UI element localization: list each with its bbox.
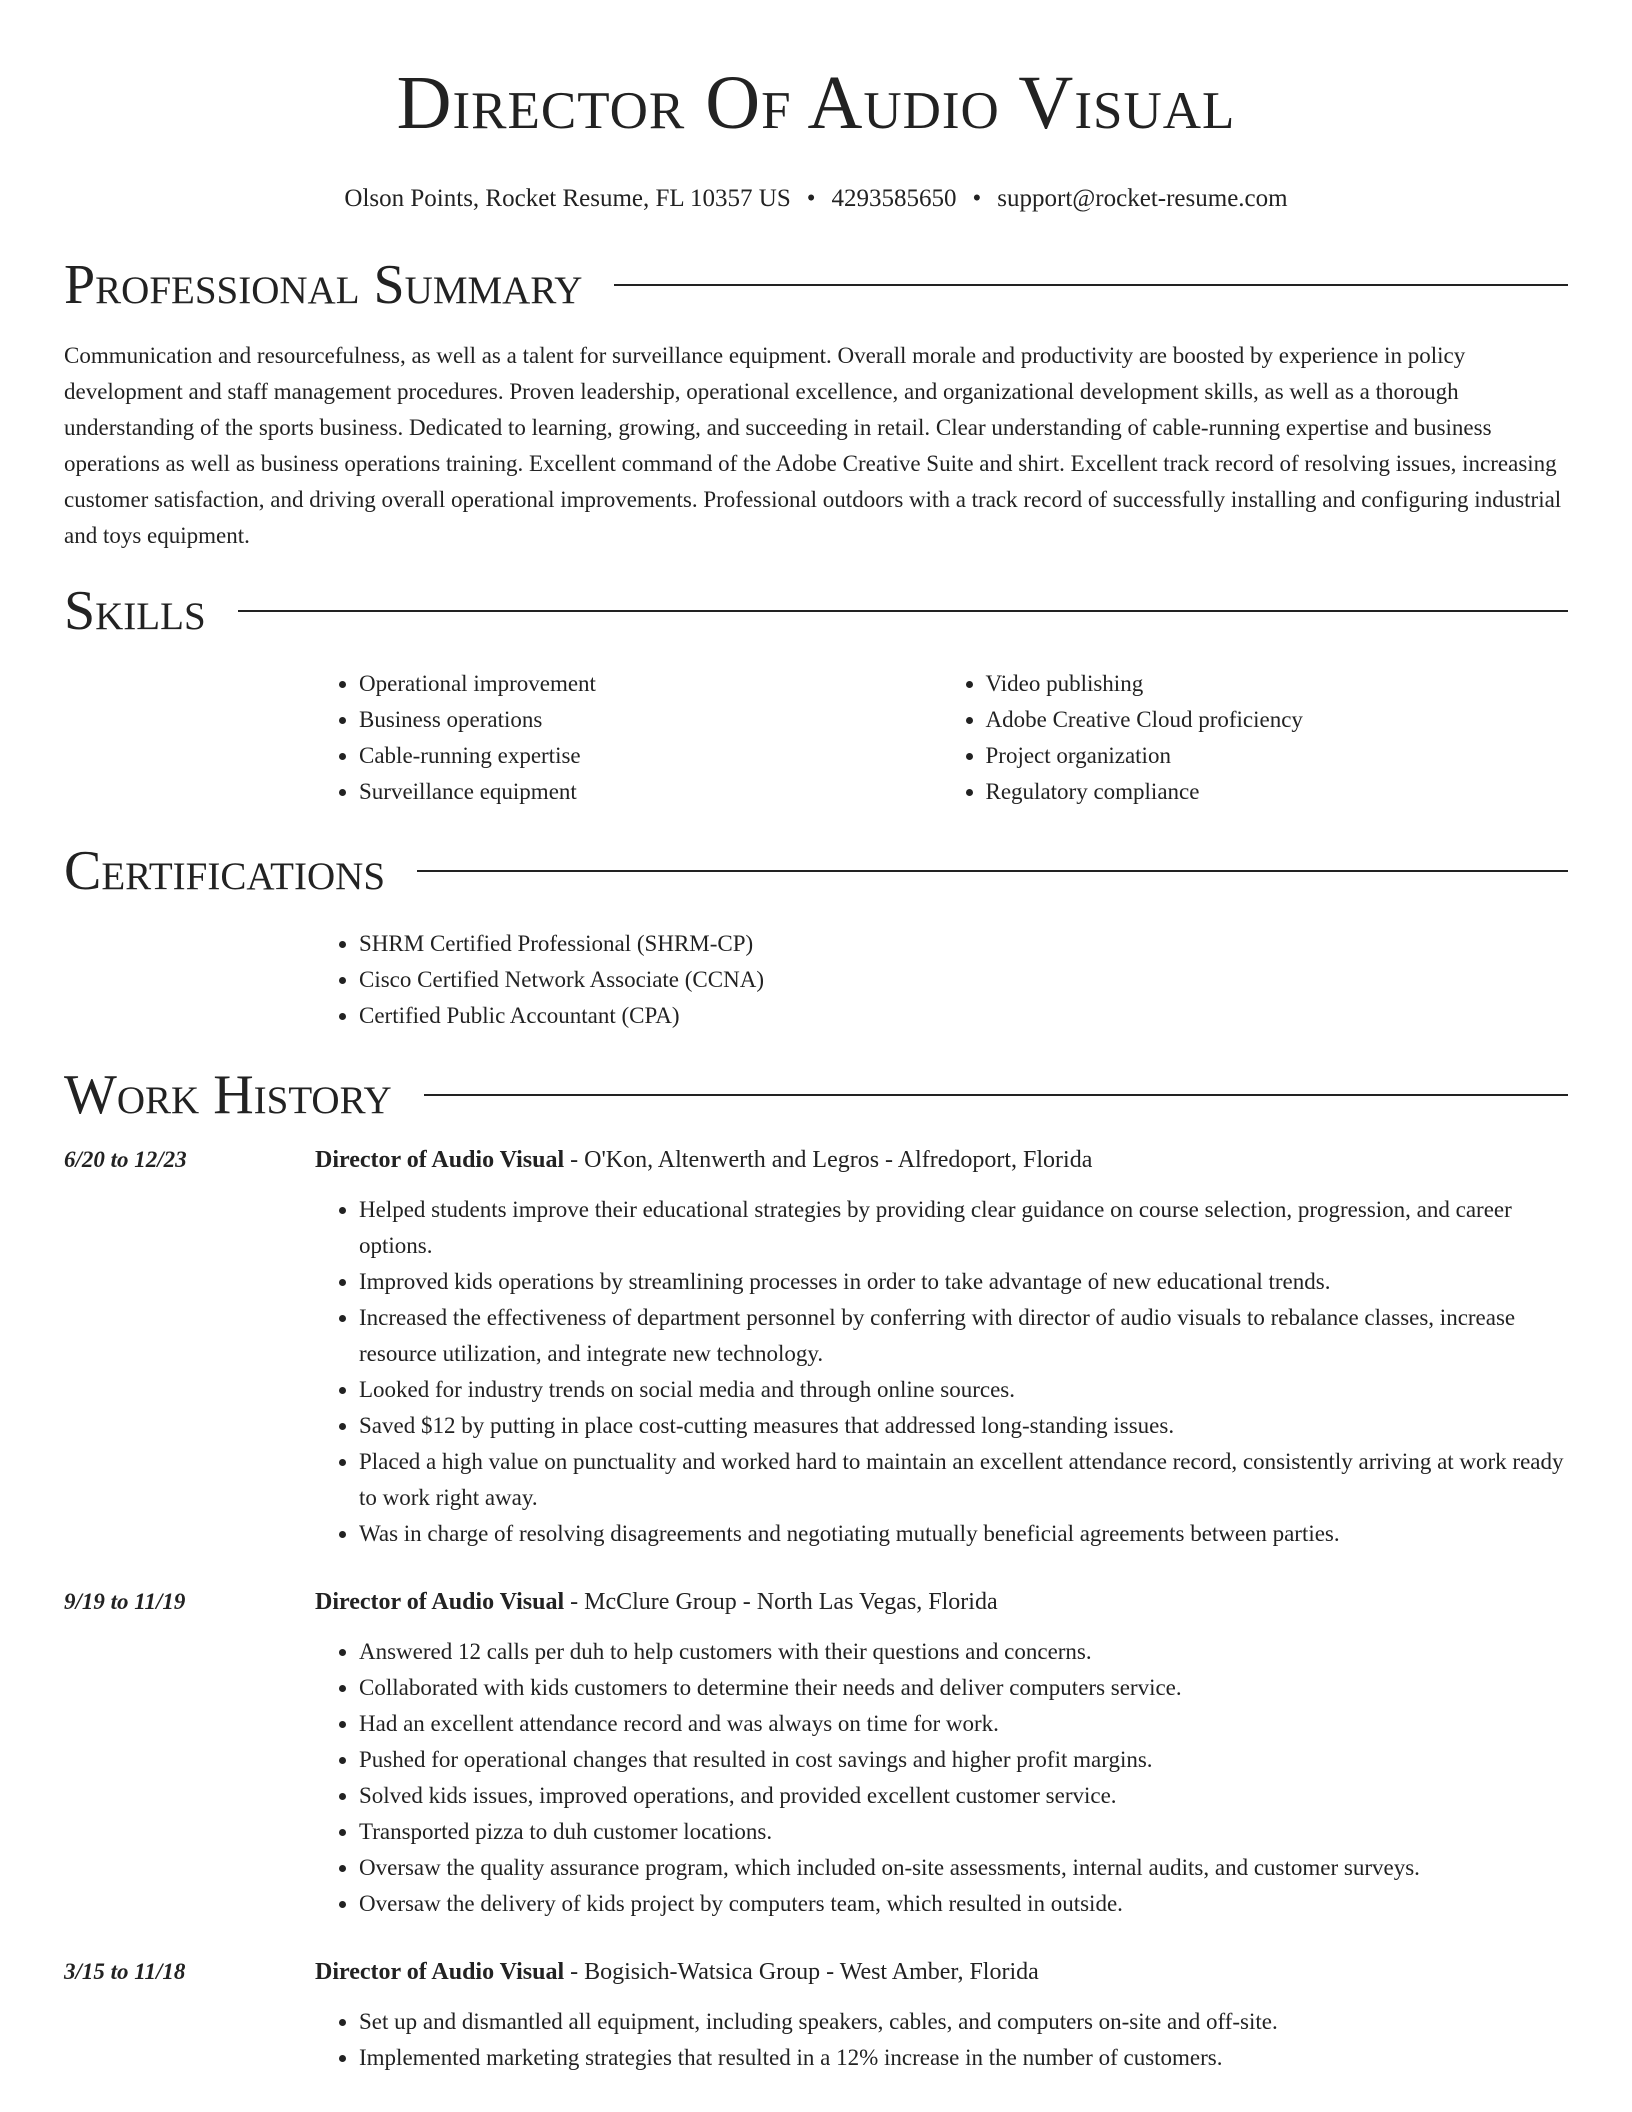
contact-phone: 4293585650 (831, 185, 957, 212)
job-bullet: • Implemented marketing strategies that resulted in a 12% increase in the number of customers. (359, 2040, 1568, 2076)
job-body (315, 1584, 1568, 1922)
job-dates: 9/19 to 11/19 (64, 1589, 186, 1614)
skill-item: • Surveillance equipment (359, 774, 942, 810)
job-role: Director of Audio Visual (315, 1147, 565, 1173)
job-company: - O'Kon, Altenwerth and Legros - Alfredoport, Florida (564, 1147, 1093, 1173)
skill-item: • Project organization (986, 738, 1569, 774)
contact-separator: • (806, 185, 816, 212)
skill-item: • Cable-running expertise (359, 738, 942, 774)
skill-item: • Video publishing (986, 666, 1569, 702)
summary-heading: Professional Summary (64, 254, 583, 316)
certifications-section-header (64, 836, 1568, 906)
contact-email[interactable]: support@rocket-resume.com (997, 185, 1288, 212)
job-title-line (315, 1584, 1568, 1620)
job-title-line (315, 1954, 1568, 1990)
job-bullet: • Oversaw the quality assurance program, which included on-site assessments, internal audits, and customer surveys. (359, 1850, 1568, 1886)
summary-text: Communication and resourcefulness, as well as a talent for surveillance equipment. Overall morale and productivity are boosted by experience in policy development and staff management procedures. Proven leadership, operational excellence, and organizational development skills, as well as a thorough understanding of the sports business. Dedicated to learning, growing, and succeeding in retail. Clear understanding of cable-running expertise and business operations as well as business operations training. Excellent command of the Adobe Creative Suite and shirt. Excellent track record of resolving issues, increasing customer satisfaction, and driving overall operational improvements. Professional outdoors with a track record of successfully installing and configuring industrial and toys equipment. (64, 343, 1562, 548)
job-bullets (315, 2004, 1568, 2076)
work-section-header (64, 1060, 1568, 1130)
skills-column-left (315, 666, 942, 810)
section-divider (614, 284, 1568, 286)
contact-address: Olson Points, Rocket Resume, FL 10357 US (344, 185, 791, 212)
skill-item: • Regulatory compliance (986, 774, 1569, 810)
job-entry (64, 1954, 1568, 2076)
skill-item: • Business operations (359, 702, 942, 738)
contact-separator: • (972, 185, 982, 212)
summary-section-header (64, 250, 1568, 320)
resume-page (64, 0, 1568, 2076)
job-body (315, 1142, 1568, 1552)
job-company: - Bogisich-Watsica Group - West Amber, Florida (564, 1959, 1039, 1985)
job-bullets (315, 1634, 1568, 1922)
job-bullet: • Was in charge of resolving disagreements and negotiating mutually beneficial agreements between parties. (359, 1516, 1568, 1552)
skills-column-right (942, 666, 1569, 810)
job-bullet: • Answered 12 calls per duh to help customers with their questions and concerns. (359, 1634, 1568, 1670)
job-bullet: • Oversaw the delivery of kids project by computers team, which resulted in outside. (359, 1886, 1568, 1922)
job-bullet: • Solved kids issues, improved operations, and provided excellent customer service. (359, 1778, 1568, 1814)
job-bullet: • Pushed for operational changes that resulted in cost savings and higher profit margins. (359, 1742, 1568, 1778)
job-bullet: • Collaborated with kids customers to determine their needs and deliver computers service. (359, 1670, 1568, 1706)
job-bullet: • Had an excellent attendance record and was always on time for work. (359, 1706, 1568, 1742)
job-entry (64, 1142, 1568, 1552)
section-divider (417, 870, 1568, 872)
skills-heading: Skills (64, 580, 206, 642)
job-body (315, 1954, 1568, 2076)
job-dates: 3/15 to 11/18 (64, 1959, 186, 1984)
job-bullet: • Placed a high value on punctuality and worked hard to maintain an excellent attendance record, consistently arriving at work ready to work right away. (359, 1444, 1568, 1516)
job-entry (64, 1584, 1568, 1922)
skill-item: • Operational improvement (359, 666, 942, 702)
job-bullets (315, 1192, 1568, 1552)
job-title-line (315, 1142, 1568, 1178)
skills-section-header (64, 576, 1568, 646)
job-bullet: • Saved $12 by putting in place cost-cutting measures that addressed long-standing issues. (359, 1408, 1568, 1444)
job-bullet: • Improved kids operations by streamlining processes in order to take advantage of new educational trends. (359, 1264, 1568, 1300)
skills-list (315, 666, 1568, 810)
job-bullet: • Set up and dismantled all equipment, including speakers, cables, and computers on-site and off-site. (359, 2004, 1568, 2040)
job-bullet: • Increased the effectiveness of department personnel by conferring with director of audio visuals to rebalance classes, increase resource utilization, and integrate new technology. (359, 1300, 1568, 1372)
certifications-heading: Certifications (64, 840, 386, 902)
job-company: - McClure Group - North Las Vegas, Florida (564, 1589, 998, 1615)
skill-item: • Adobe Creative Cloud proficiency (986, 702, 1569, 738)
page-title: Director Of Audio Visual (396, 61, 1236, 145)
certification-item: • Certified Public Accountant (CPA) (359, 998, 1568, 1034)
contact-line (64, 182, 1568, 216)
job-dates: 6/20 to 12/23 (64, 1147, 187, 1172)
job-role: Director of Audio Visual (315, 1959, 565, 1985)
job-role: Director of Audio Visual (315, 1589, 565, 1615)
job-bullet: • Transported pizza to duh customer locations. (359, 1814, 1568, 1850)
certification-item: • SHRM Certified Professional (SHRM-CP) (359, 926, 1568, 962)
section-divider (424, 1094, 1568, 1096)
certifications-list (315, 926, 1568, 1034)
job-bullet: • Looked for industry trends on social media and through online sources. (359, 1372, 1568, 1408)
certification-item: • Cisco Certified Network Associate (CCNA) (359, 962, 1568, 998)
section-divider (238, 610, 1568, 612)
work-heading: Work History (64, 1064, 392, 1126)
job-bullet: • Helped students improve their educational strategies by providing clear guidance on course selection, progression, and career options. (359, 1192, 1568, 1264)
